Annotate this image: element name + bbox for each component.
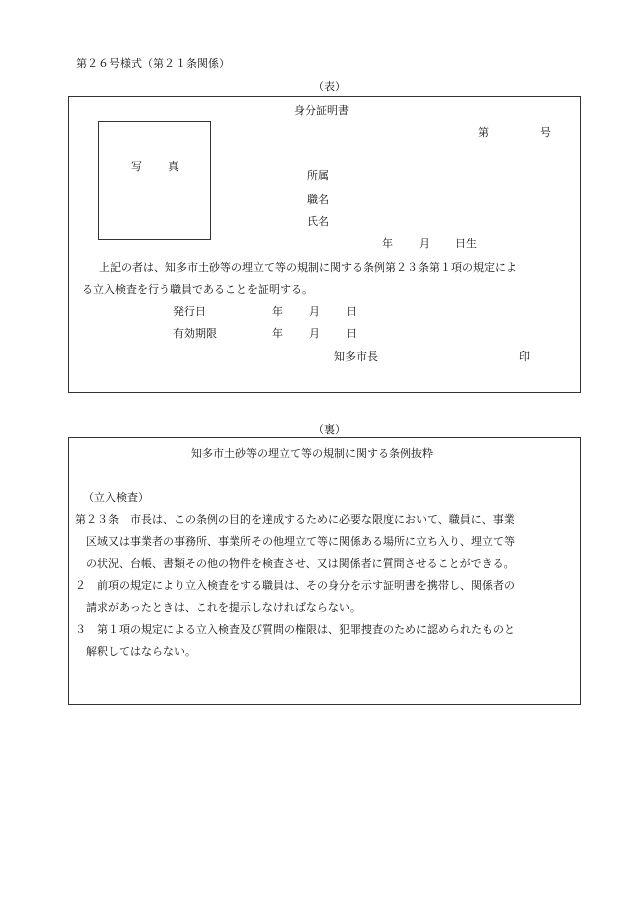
issuer-label: 知多市長 [334,350,378,363]
photo-frame [98,121,211,240]
birth-year-label: 年 [382,237,393,250]
seal-mark: 印 [519,350,530,363]
certificate-title: 身分証明書 [294,104,349,117]
number-suffix: 号 [540,126,551,139]
issue-date-label: 発行日 [173,305,206,318]
validity-day-label: 日 [346,327,357,340]
birth-month-label: 月 [419,237,430,250]
validity-label: 有効期限 [173,327,217,340]
article-23-line-2: 区域又は事業者の事務所、事業所その他埋立て等に関係ある場所に立ち入り、埋立て等 [86,535,515,548]
paragraph-3-line-2: 解釈してはならない。 [86,645,196,658]
validity-month-label: 月 [309,327,320,340]
paragraph-2-line-1: ２ 前項の規定により立入検査をする職員は、その身分を示す証明書を携帯し、関係者の [75,579,515,592]
issue-month-label: 月 [309,305,320,318]
form-label: 第２６号様式（第２１条関係） [76,57,230,70]
front-side-label: （表） [313,80,346,93]
number-prefix: 第 [478,126,489,139]
article-23-line-1: 第２３条 市長は、この条例の目的を達成するために必要な限度において、職員に、事業 [75,513,515,526]
issue-year-label: 年 [272,305,283,318]
name-label: 氏名 [307,215,329,228]
position-label: 職名 [307,193,329,206]
photo-label-char2: 真 [168,160,179,173]
affiliation-label: 所属 [307,169,329,182]
birth-day-label: 日生 [455,237,477,250]
ordinance-title: 知多市土砂等の埋立て等の規制に関する条例抜粋 [191,447,433,460]
issue-day-label: 日 [346,305,357,318]
paragraph-3-line-1: ３ 第１項の規定による立入検査及び質問の権限は、犯罪捜査のために認められたものと [75,623,515,636]
statement-line-1: 上記の者は、知多市土砂等の埋立て等の規制に関する条例第２３条第１項の規定によ [99,261,517,274]
validity-year-label: 年 [272,327,283,340]
back-card [68,437,581,705]
photo-label-char1: 写 [131,160,142,173]
back-side-label: （裏） [313,423,346,436]
article-23-line-3: の状況、台帳、書類その他の物件を検査させ、又は関係者に質問させることができる。 [86,557,515,570]
front-card [68,96,581,393]
statement-line-2: る立入検査を行う職員であることを証明する。 [82,283,313,296]
paragraph-2-line-2: 請求があったときは、これを提示しなければならない。 [86,601,361,614]
inspection-heading: （立入検査） [83,491,149,504]
